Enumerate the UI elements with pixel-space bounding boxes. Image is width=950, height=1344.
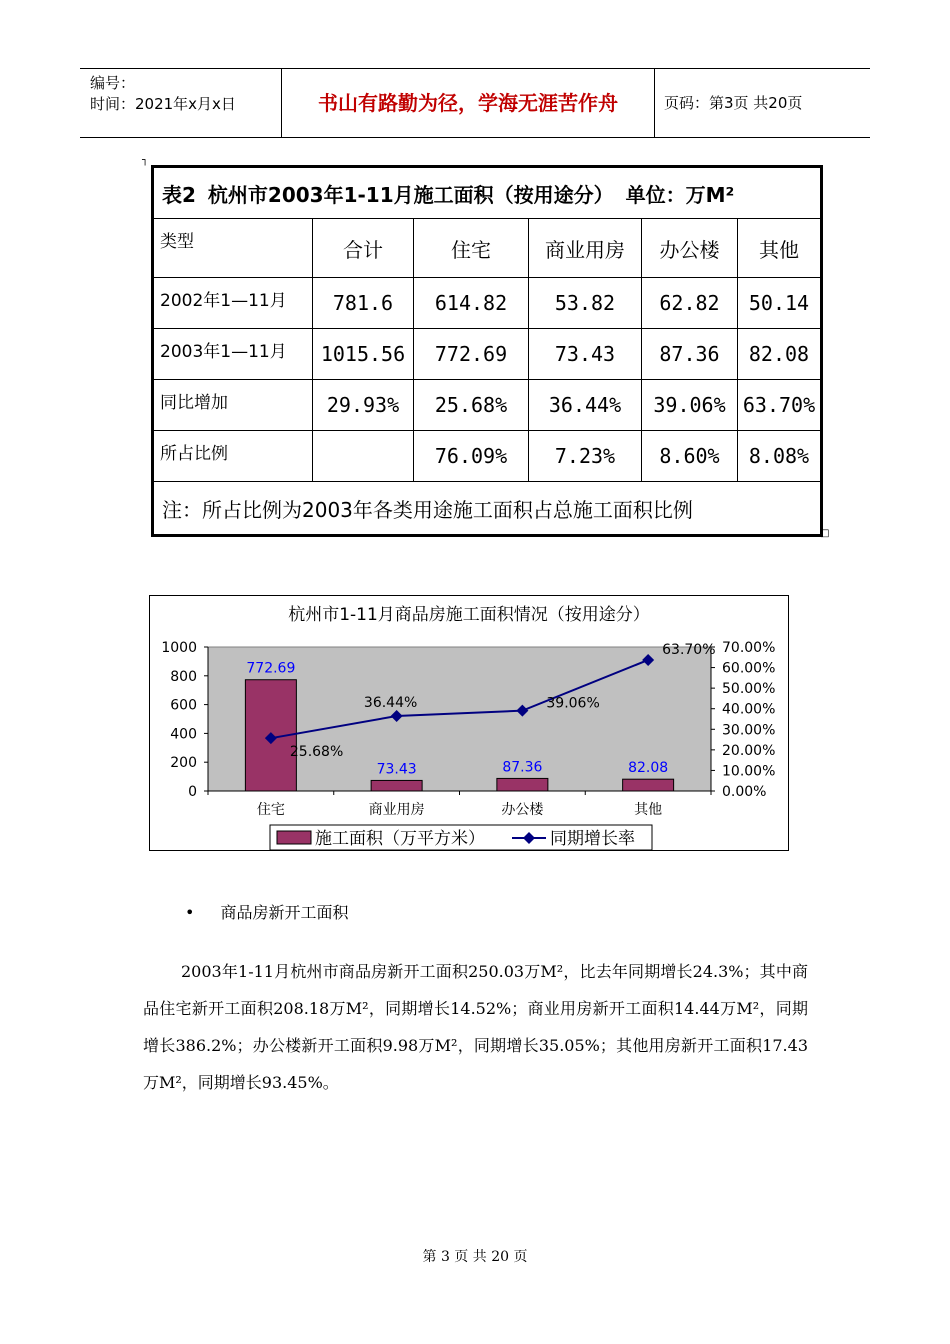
page-header <box>80 68 870 138</box>
table-cell <box>642 380 738 431</box>
table-cell <box>313 380 414 431</box>
time-label: 时间：2021年x月x日 <box>90 95 236 113</box>
header-meta <box>90 73 236 115</box>
table-cell <box>414 431 529 482</box>
table-unit: 单位：万M² <box>625 182 735 207</box>
y-tick-label-right: 0.00% <box>722 784 767 800</box>
table-cell <box>738 380 822 431</box>
bar <box>497 778 548 791</box>
table-row <box>153 431 822 482</box>
table-cell <box>313 431 414 482</box>
y-tick-label-left: 200 <box>170 755 197 772</box>
x-tick-label: 其他 <box>634 802 663 818</box>
table-row <box>153 278 822 329</box>
cell-value: 87.36 <box>659 342 720 366</box>
cell-value: 62.82 <box>659 291 720 315</box>
cell-value: 50.14 <box>748 291 810 315</box>
table-header-row <box>153 219 822 278</box>
cell-value: 8.08% <box>748 444 810 468</box>
y-tick-label-left: 600 <box>170 697 197 714</box>
y-tick-label-right: 20.00% <box>722 742 776 759</box>
table-cell <box>414 278 529 329</box>
cell-value: 614.82 <box>434 291 508 315</box>
cell-value: 63.70% <box>742 393 816 417</box>
cell-value: 8.60% <box>659 444 720 468</box>
legend-swatch-bar <box>277 831 311 844</box>
table-row <box>153 329 822 380</box>
table-cell <box>642 431 738 482</box>
y-tick-label-right: 50.00% <box>722 681 776 698</box>
bullet-mark: • <box>185 903 195 922</box>
code-label: 编号： <box>90 74 136 92</box>
x-tick-label: 办公楼 <box>501 802 544 818</box>
cell-value: 36.44% <box>548 393 622 417</box>
row-label: 2003年1—11月 <box>153 329 313 380</box>
cell-value: 7.23% <box>554 444 616 468</box>
chart-title: 杭州市1-11月商品房施工面积情况（按用途分） <box>288 605 650 625</box>
y-tick-label-right: 40.00% <box>722 701 776 718</box>
cell-value: 76.09% <box>434 444 508 468</box>
cell-value: 82.08 <box>748 342 810 366</box>
table-anchor-mark: ┐ <box>142 155 149 166</box>
row-label: 同比增加 <box>153 380 313 431</box>
table-row <box>153 380 822 431</box>
y-tick-label-right: 70.00% <box>722 640 776 656</box>
cell-value: 29.93% <box>326 393 400 417</box>
table-header-cell: 住宅 <box>414 219 529 278</box>
cell-value: 39.06% <box>653 393 726 417</box>
table-cell <box>738 431 822 482</box>
table-cell <box>738 278 822 329</box>
table-title-text: 杭州市2003年1-11月施工面积（按用途分） <box>207 182 614 207</box>
line-data-label: 39.06% <box>546 695 600 712</box>
table-cell <box>529 380 642 431</box>
construction-area-chart <box>149 595 789 851</box>
table-cell <box>313 329 414 380</box>
legend-label-line: 同期增长率 <box>550 829 635 849</box>
table-cell <box>414 329 529 380</box>
bar-data-label: 772.69 <box>246 660 296 677</box>
table-note: 注：所占比例为2003年各类用途施工面积占总施工面积比例 <box>153 482 822 536</box>
table-cell <box>313 278 414 329</box>
header-divider <box>654 69 655 137</box>
bar <box>623 779 674 791</box>
y-tick-label-left: 1000 <box>161 640 197 656</box>
cell-value: 25.68% <box>434 393 508 417</box>
y-tick-label-right: 60.00% <box>722 660 776 677</box>
body-paragraph: 2003年1-11月杭州市商品房新开工面积250.03万M²，比去年同期增长24.3%；其中商品住宅新开工面积208.18万M²，同期增长14.52%；商业用房新开工面积14.44万M²，同期增长386.2%；办公楼新开工面积9.98万M²，同期增长35.05%；其他用房新开工面积17.43万M²，同期增长93.45%。 <box>143 962 808 1092</box>
table-cell <box>738 329 822 380</box>
section-bullet <box>185 900 348 923</box>
table-cell <box>414 380 529 431</box>
table-cell <box>642 278 738 329</box>
bar <box>371 780 422 791</box>
cell-value: 772.69 <box>434 342 508 366</box>
table-title <box>153 167 822 219</box>
y-tick-label-right: 30.00% <box>722 722 776 739</box>
bar-data-label: 87.36 <box>502 759 543 776</box>
x-tick-label: 商业用房 <box>368 802 425 818</box>
table-cell <box>529 431 642 482</box>
table-header-cell: 商业用房 <box>529 219 642 278</box>
table-note-row <box>153 482 822 536</box>
table-header-cell: 其他 <box>738 219 822 278</box>
table-cell <box>529 329 642 380</box>
legend-label-bar: 施工面积（万平方米） <box>315 829 485 849</box>
line-data-label: 36.44% <box>363 695 418 712</box>
construction-area-table <box>151 165 823 537</box>
table-resize-handle[interactable]: □ <box>820 528 830 539</box>
section-heading: 商品房新开工面积 <box>220 903 349 922</box>
table-header-cell: 类型 <box>153 219 313 278</box>
cell-value: 1015.56 <box>320 342 406 366</box>
y-tick-label-left: 400 <box>170 726 197 743</box>
y-tick-label-left: 0 <box>188 784 197 800</box>
cell-value: 73.43 <box>554 342 616 366</box>
table-title-number: 表2 <box>162 182 196 207</box>
table-cell <box>529 278 642 329</box>
header-motto: 书山有路勤为径，学海无涯苦作舟 <box>318 91 618 115</box>
table-header-cell: 办公楼 <box>642 219 738 278</box>
bar-data-label: 82.08 <box>628 760 669 777</box>
row-label: 所占比例 <box>153 431 313 482</box>
line-data-label: 63.70% <box>662 641 716 658</box>
bar-data-label: 73.43 <box>376 761 417 778</box>
page-footer: 第 3 页 共 20 页 <box>422 1249 528 1265</box>
cell-value: 781.6 <box>332 291 394 315</box>
row-label: 2002年1—11月 <box>153 278 313 329</box>
x-tick-label: 住宅 <box>256 802 285 818</box>
y-tick-label-left: 800 <box>170 668 197 685</box>
header-page-label: 页码：第3页 共20页 <box>664 94 803 112</box>
cell-value: 53.82 <box>554 291 616 315</box>
y-tick-label-right: 10.00% <box>722 763 776 780</box>
table-header-cell: 合计 <box>313 219 414 278</box>
table-cell <box>642 329 738 380</box>
line-data-label: 25.68% <box>289 744 344 761</box>
